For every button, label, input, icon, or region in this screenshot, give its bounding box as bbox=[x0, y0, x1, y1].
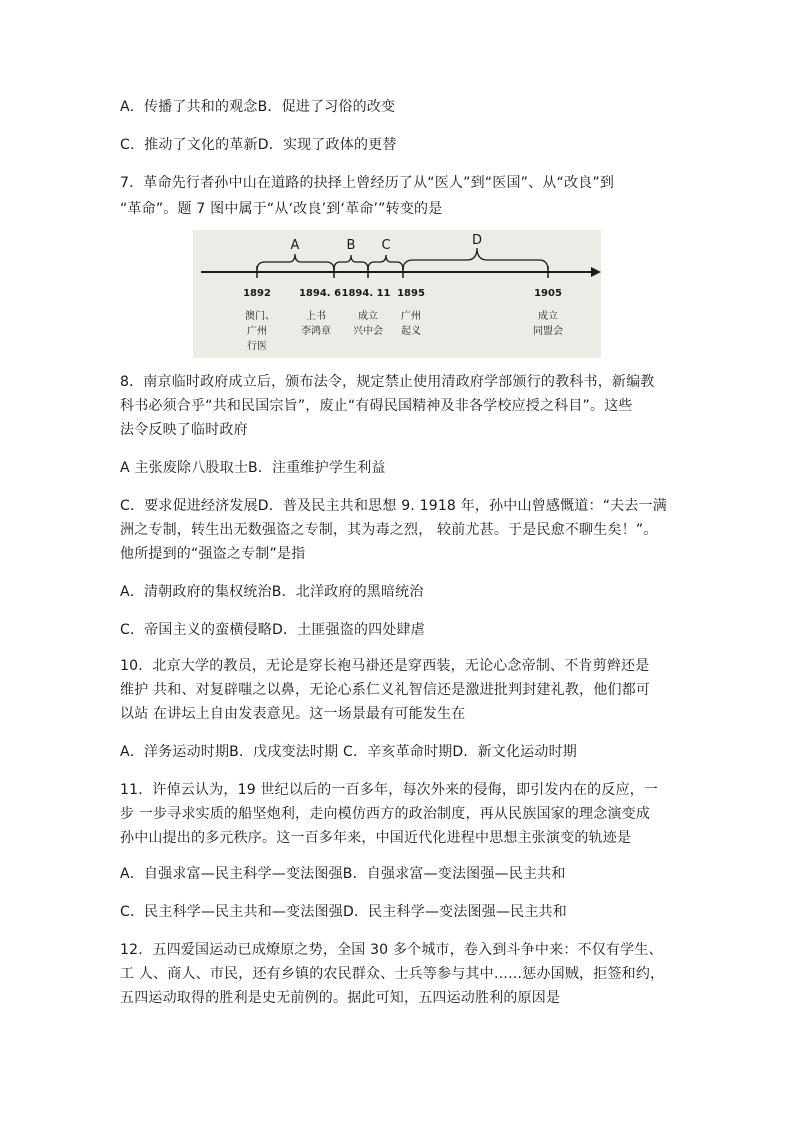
segment-label-b: B bbox=[346, 238, 356, 253]
event-1895-line-1: 广州 bbox=[401, 311, 421, 322]
segment-label-d: D bbox=[471, 233, 483, 248]
question-c-d-options-6: C．推动了文化的革新D．实现了政体的更替 bbox=[120, 137, 397, 153]
event-1905-line-1: 成立 bbox=[538, 311, 558, 322]
question-11-line-2: 步 一步寻求实质的船坚炮利，走向模仿西方的政治制度，再从民族国家的理念演变成 bbox=[120, 806, 651, 822]
question-10-options: A．洋务运动时期B．戊戌变法时期 C．辛亥革命时期D．新文化运动时期 bbox=[120, 744, 577, 760]
brace-d bbox=[403, 248, 548, 270]
question-9-line-2: 洲之专制，转生出无数强盗之专制，其为毒之烈， 较前尤甚。于是民愈不聊生矣！”。 bbox=[120, 522, 658, 538]
event-1894-11-line-2: 兴中会 bbox=[353, 326, 383, 337]
question-9-options-a-b: A．清朝政府的集权统治B．北洋政府的黑暗统治 bbox=[120, 584, 424, 600]
question-11-options-a-b: A．自强求富—民主科学—变法图强B．自强求富—变法图强—民主共和 bbox=[120, 866, 566, 882]
timeline-arrow bbox=[591, 267, 601, 277]
date-1894-11: 1894. 11 bbox=[341, 288, 391, 299]
event-1894-6-line-2: 李鸿章 bbox=[301, 326, 331, 337]
segment-label-a: A bbox=[290, 238, 300, 253]
timeline-svg bbox=[193, 230, 601, 358]
question-8-line-3: 法令反映了临时政府 bbox=[120, 422, 248, 438]
question-10-line-1: 10．北京大学的教员，无论是穿长袍马褂还是穿西装，无论心念帝制、不肯剪辫还是 bbox=[120, 658, 650, 674]
event-1895-line-2: 起义 bbox=[401, 326, 421, 337]
question-11-options-c-d: C．民主科学—民主共和—变法图强D．民主科学—变法图强—民主共和 bbox=[120, 904, 567, 920]
question-11-line-1: 11．许倬云认为，19 世纪以后的一百多年，每次外来的侵侮，即引发内在的反应，一 bbox=[120, 782, 659, 798]
date-1892: 1892 bbox=[243, 288, 271, 299]
question-12-line-3: 五四运动取得的胜利是史无前例的。据此可知，五四运动胜利的原因是 bbox=[120, 990, 561, 1006]
event-1894-6-line-1: 上书 bbox=[306, 311, 326, 322]
brace-b bbox=[334, 255, 368, 270]
timeline-figure bbox=[193, 230, 601, 358]
question-9-line-3: 他所提到的“强盗之专制”是指 bbox=[120, 546, 306, 562]
question-8-line-2: 科书必须合乎“共和民国宗旨”，废止“有碍民国精神及非各学校应授之科目”。这些 bbox=[120, 398, 633, 414]
event-1892-line-3: 行医 bbox=[247, 341, 267, 352]
brace-c bbox=[368, 255, 403, 270]
question-10-line-2: 维护 共和、对复辟嗤之以鼻，无论心系仁义礼智信还是激进批判封建礼教，他们都可 bbox=[120, 682, 651, 698]
date-1894-6: 1894. 6 bbox=[298, 288, 342, 299]
question-8-options-a-b: A 主张废除八股取士B．注重维护学生利益 bbox=[120, 460, 386, 476]
question-7-line-1: 7．革命先行者孙中山在道路的抉择上曾经历了从“医人”到“医国”、从“改良”到 bbox=[120, 175, 615, 191]
date-1895: 1895 bbox=[397, 288, 425, 299]
question-12-line-1: 12．五四爱国运动已成燎原之势，全国 30 多个城市，卷入到斗争中来：不仅有学生、 bbox=[120, 942, 663, 958]
segment-label-c: C bbox=[381, 238, 391, 253]
question-7-line-2: “革命”。题 7 图中属于“从‘改良’到‘革命’”转变的是 bbox=[120, 201, 443, 217]
question-8-line-1: 8．南京临时政府成立后，颁布法令，规定禁止使用清政府学部颁行的教科书，新编教 bbox=[120, 374, 655, 390]
event-1892-line-2: 广州 bbox=[247, 326, 267, 337]
question-12-line-2: 工 人、商人、市民，还有乡镇的农民群众、士兵等参与其中……惩办国贼，拒签和约， bbox=[120, 966, 665, 982]
question-8-options-c-d-question-9-line-1: C．要求促进经济发展D．普及民主共和思想 9. 1918 年，孙中山曾感慨道：“夫去一满 bbox=[120, 498, 667, 514]
question-9-options-c-d: C．帝国主义的蛮横侵略D．土匪强盗的四处肆虐 bbox=[120, 622, 425, 638]
brace-a bbox=[257, 254, 334, 270]
question-11-line-3: 孙中山提出的多元秩序。这一百多年来，中国近代化进程中思想主张演变的轨迹是 bbox=[120, 830, 632, 846]
event-1894-11-line-1: 成立 bbox=[358, 311, 378, 322]
event-1905-line-2: 同盟会 bbox=[533, 326, 563, 337]
event-1892-line-1: 澳门、 bbox=[245, 311, 275, 322]
question-a-b-options-6: A．传播了共和的观念B．促进了习俗的改变 bbox=[120, 99, 396, 115]
question-10-line-3: 以站 在讲坛上自由发表意见。这一场景最有可能发生在 bbox=[120, 706, 466, 722]
date-1905: 1905 bbox=[534, 288, 562, 299]
